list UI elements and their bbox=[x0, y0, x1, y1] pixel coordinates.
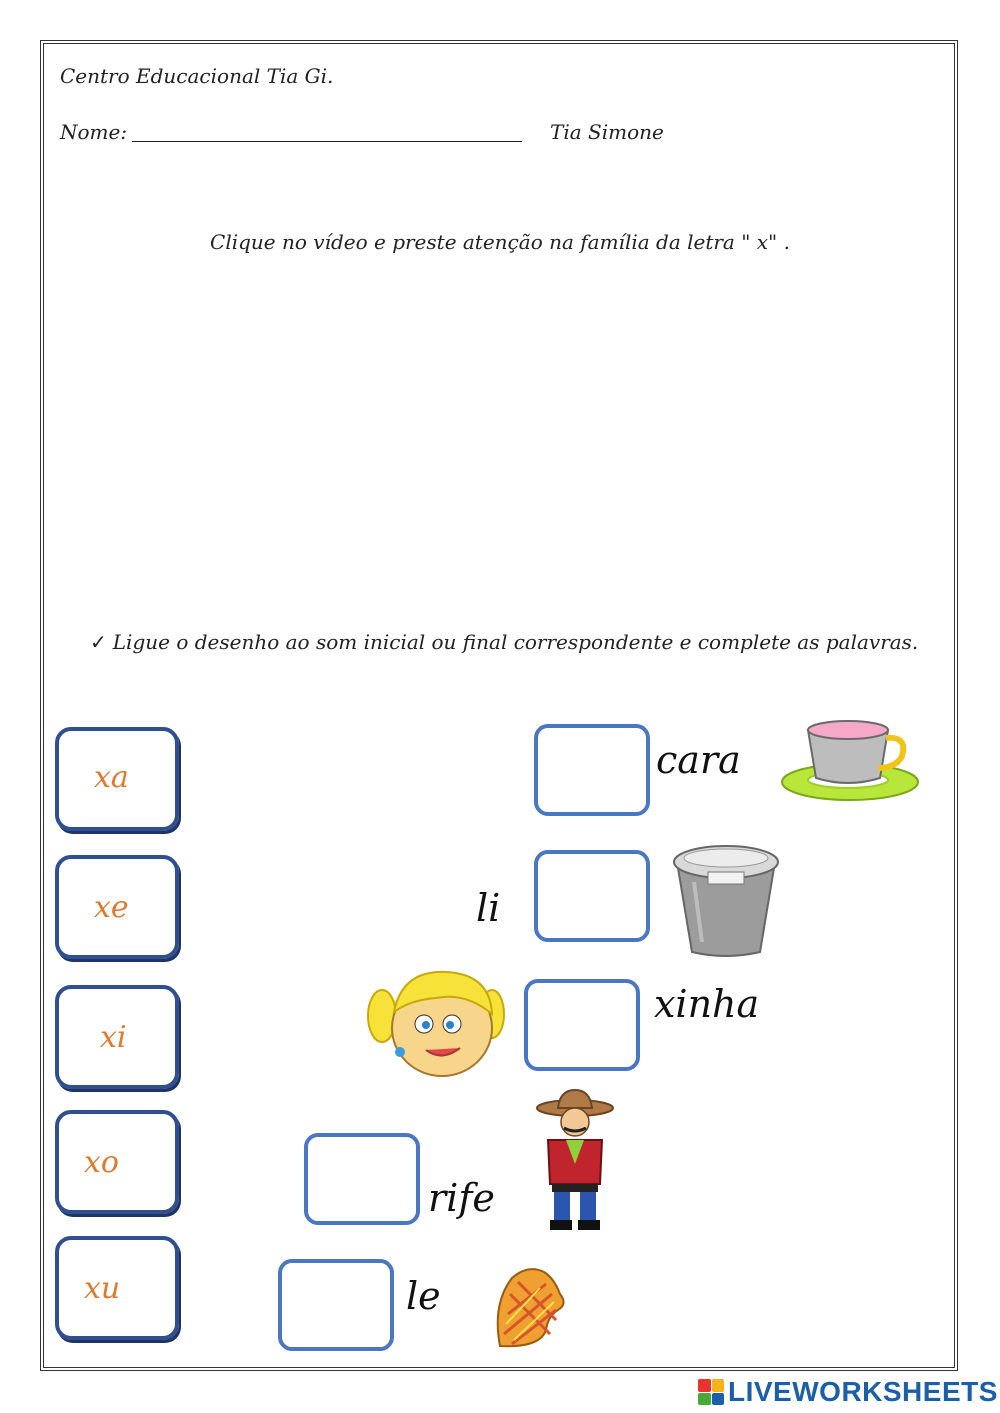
school-name: Centro Educacional Tia Gi. bbox=[60, 64, 334, 88]
syllable-xo: xo bbox=[84, 1145, 119, 1180]
teacher-name: Tia Simone bbox=[550, 120, 664, 144]
name-label: Nome: bbox=[60, 120, 128, 144]
checkmark-icon: ✓ bbox=[90, 630, 107, 654]
word-part-cara: cara bbox=[656, 738, 741, 782]
trash-bin-icon bbox=[670, 842, 782, 960]
syllable-xa: xa bbox=[94, 760, 129, 795]
word-part-rife: rife bbox=[428, 1176, 495, 1220]
logo-badge-icon bbox=[698, 1379, 724, 1405]
syllable-xu: xu bbox=[84, 1271, 121, 1306]
answer-box-2[interactable] bbox=[534, 850, 650, 942]
answer-box-4[interactable] bbox=[304, 1133, 420, 1225]
logo-text: LIVEWORKSHEETS bbox=[728, 1376, 998, 1407]
cowboy-sheriff-icon bbox=[534, 1088, 616, 1232]
word-part-le: le bbox=[406, 1274, 441, 1318]
syllable-xi: xi bbox=[100, 1020, 127, 1055]
word-part-li: li bbox=[476, 886, 501, 930]
answer-box-1[interactable] bbox=[534, 724, 650, 816]
task-text: Ligue o desenho ao som inicial ou final correspondente e complete as palavras. bbox=[112, 630, 919, 654]
answer-box-3[interactable] bbox=[524, 979, 640, 1071]
task-instruction bbox=[60, 614, 930, 670]
video-instruction: Clique no vídeo e preste atenção na família da letra " x" . bbox=[210, 230, 790, 254]
answer-box-5[interactable] bbox=[278, 1259, 394, 1351]
shawl-icon bbox=[490, 1264, 570, 1350]
cup-icon bbox=[780, 718, 920, 808]
syllable-xe: xe bbox=[94, 890, 129, 925]
word-part-xinha: xinha bbox=[654, 982, 760, 1026]
name-line bbox=[132, 141, 522, 142]
liveworksheets-logo bbox=[698, 1376, 998, 1408]
girl-face-icon bbox=[366, 966, 506, 1082]
